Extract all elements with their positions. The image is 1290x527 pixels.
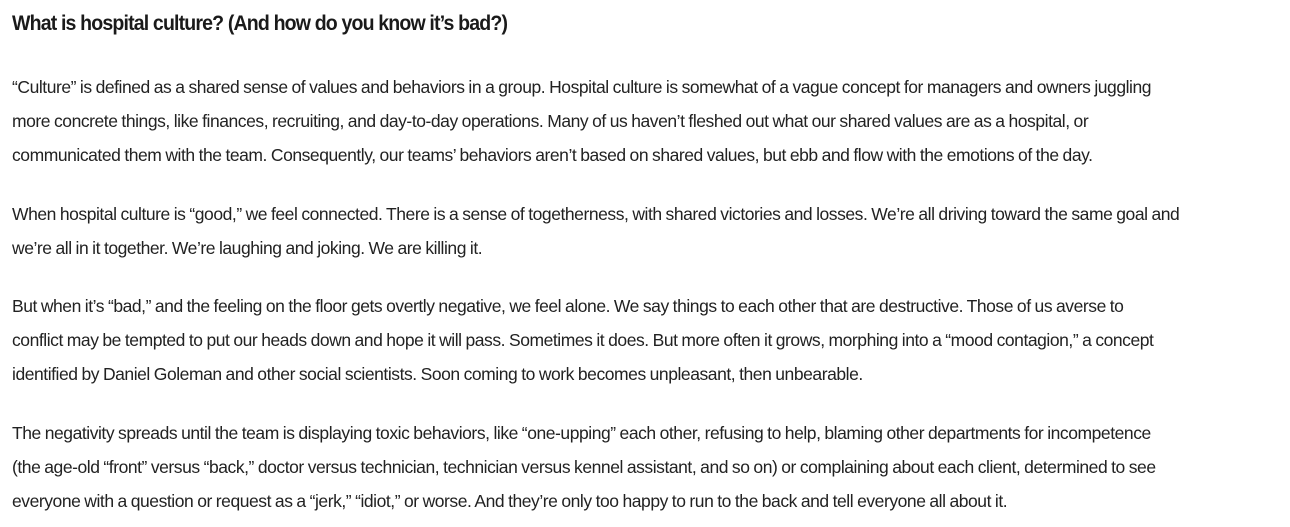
paragraph-line: we’re all in it together. We’re laughing and joking. We are killing it.: [12, 238, 483, 258]
paragraph-line: communicated them with the team. Consequently, our teams’ behaviors aren’t based on shared values, but ebb and flow with the emotions of the day.: [12, 145, 1093, 165]
section-heading: What is hospital culture? (And how do you know it’s bad?): [12, 12, 508, 35]
paragraph-line: But when it’s “bad,” and the feeling on the floor gets overtly negative, we feel alone. We say things to each other that are destructive. Those of us averse to: [12, 296, 1124, 316]
paragraph-culture-definition: [12, 70, 1151, 172]
article-body: [12, 0, 1274, 511]
paragraph-good-culture: [12, 197, 1179, 265]
paragraph-line: identified by Daniel Goleman and other social scientists. Soon coming to work becomes unpleasant, then unbearable.: [12, 364, 863, 384]
paragraph-line: The negativity spreads until the team is displaying toxic behaviors, like “one-upping” each other, refusing to help, blaming other departments for incompetence: [12, 423, 1151, 443]
paragraph-line: (the age-old “front” versus “back,” doctor versus technician, technician versus kennel assistant, and so on) or complaining about each client, determined to see: [12, 457, 1156, 477]
paragraph-line: more concrete things, like finances, recruiting, and day-to-day operations. Many of us haven’t fleshed out what our shared values are as a hospital, or: [12, 111, 1089, 131]
paragraph-bad-culture: [12, 289, 1153, 391]
paragraph-line: “Culture” is defined as a shared sense of values and behaviors in a group. Hospital culture is somewhat of a vague concept for managers and owners juggling: [12, 77, 1152, 97]
paragraph-negativity-spread: [12, 416, 1156, 518]
paragraph-line: conflict may be tempted to put our heads down and hope it will pass. Sometimes it does. But more often it grows, morphing into a “mood contagion,” a concept: [12, 330, 1154, 350]
paragraph-line: When hospital culture is “good,” we feel connected. There is a sense of togetherness, with shared victories and losses. We’re all driving toward the same goal and: [12, 204, 1180, 224]
paragraph-line: everyone with a question or request as a “jerk,” “idiot,” or worse. And they’re only too happy to run to the back and tell everyone all about it.: [12, 491, 1008, 511]
